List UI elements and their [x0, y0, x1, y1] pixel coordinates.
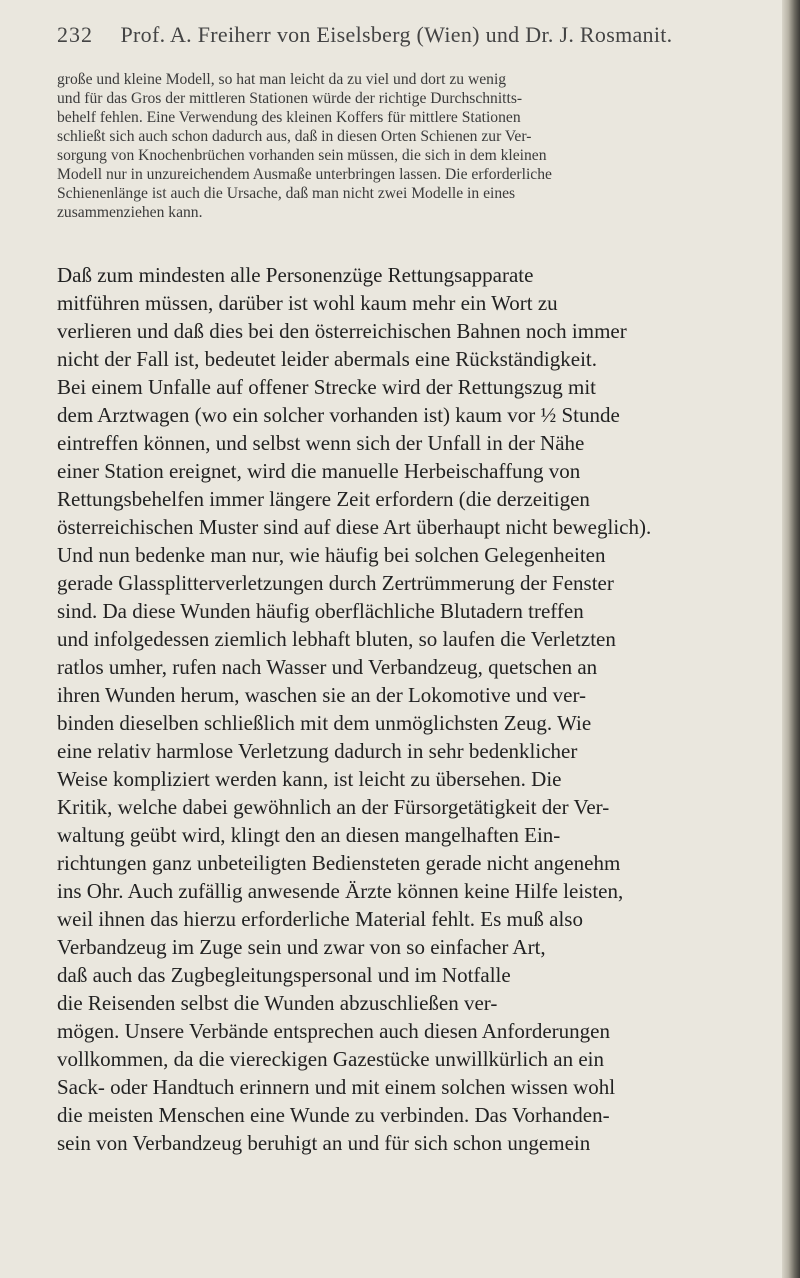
small-text-line: behelf fehlen. Eine Verwendung des kleinen Koffers für mittlere Stationen	[57, 109, 521, 126]
text-line: dem Arztwagen (wo ein solcher vorhanden ist) kaum vor ½ Stunde	[57, 403, 620, 427]
book-spine-edge	[782, 0, 800, 1278]
small-text-line: schließt sich auch schon dadurch aus, daß in diesen Orten Schienen zur Ver-	[57, 128, 532, 145]
small-text-line: sorgung von Knochenbrüchen vorhanden sein müssen, die sich in dem kleinen	[57, 147, 547, 164]
page-number: 232	[57, 22, 93, 47]
text-line: ins Ohr. Auch zufällig anwesende Ärzte können keine Hilfe leisten,	[57, 879, 624, 903]
text-line: binden dieselben schließlich mit dem unmöglichsten Zeug. Wie	[57, 711, 592, 735]
text-line: mögen. Unsere Verbände entsprechen auch diesen Anforderungen	[57, 1019, 610, 1043]
text-line: Sack- oder Handtuch erinnern und mit einem solchen wissen wohl	[57, 1075, 616, 1099]
text-line: Bei einem Unfalle auf offener Strecke wird der Rettungszug mit	[57, 375, 597, 399]
text-line: Kritik, welche dabei gewöhnlich an der Fürsorgetätigkeit der Ver-	[57, 795, 610, 819]
text-line: ihren Wunden herum, waschen sie an der Lokomotive und ver-	[57, 683, 587, 707]
text-line: sind. Da diese Wunden häufig oberflächliche Blutadern treffen	[57, 599, 584, 623]
text-line: die Reisenden selbst die Wunden abzuschließen ver-	[57, 991, 498, 1015]
text-line: ratlos umher, rufen nach Wasser und Verbandzeug, quetschen an	[57, 655, 598, 679]
text-line: weil ihnen das hierzu erforderliche Material fehlt. Es muß also	[57, 907, 583, 931]
text-line: vollkommen, da die viereckigen Gazestücke unwillkürlich an ein	[57, 1047, 604, 1071]
small-print-paragraph	[57, 70, 769, 222]
running-title: Prof. A. Freiherr von Eiselsberg (Wien) und Dr. J. Rosmanit.	[120, 22, 673, 47]
text-line: richtungen ganz unbeteiligten Bediensteten gerade nicht angenehm	[57, 851, 621, 875]
text-line: mitführen müssen, darüber ist wohl kaum mehr ein Wort zu	[57, 291, 558, 315]
small-text-line: zusammenziehen kann.	[57, 204, 203, 221]
text-line: verlieren und daß dies bei den österreichischen Bahnen noch immer	[57, 319, 627, 343]
text-line: sein von Verbandzeug beruhigt an und für sich schon ungemein	[57, 1131, 591, 1155]
text-line: einer Station ereignet, wird die manuelle Herbeischaffung von	[57, 459, 581, 483]
text-line: und infolgedessen ziemlich lebhaft bluten, so laufen die Verletzten	[57, 627, 616, 651]
small-text-line: große und kleine Modell, so hat man leicht da zu viel und dort zu wenig	[57, 71, 507, 88]
text-line: Verbandzeug im Zuge sein und zwar von so einfacher Art,	[57, 935, 546, 959]
text-line: eintreffen können, und selbst wenn sich der Unfall in der Nähe	[57, 431, 585, 455]
body-paragraph	[57, 261, 769, 1157]
text-line: Rettungsbehelfen immer längere Zeit erfordern (die derzeitigen	[57, 487, 590, 511]
small-text-line: Schienenlänge ist auch die Ursache, daß man nicht zwei Modelle in eines	[57, 185, 516, 202]
text-line: Daß zum mindesten alle Personenzüge Rettungsapparate	[57, 263, 534, 287]
text-line: die meisten Menschen eine Wunde zu verbinden. Das Vorhanden-	[57, 1103, 610, 1127]
small-text-line: Modell nur in unzureichendem Ausmaße unterbringen lassen. Die erforderliche	[57, 166, 552, 183]
text-line: gerade Glassplitterverletzungen durch Zertrümmerung der Fenster	[57, 571, 614, 595]
text-line: daß auch das Zugbegleitungspersonal und im Notfalle	[57, 963, 511, 987]
text-line: waltung geübt wird, klingt den an diesen mangelhaften Ein-	[57, 823, 561, 847]
text-line: Und nun bedenke man nur, wie häufig bei solchen Gelegenheiten	[57, 543, 606, 567]
text-line: österreichischen Muster sind auf diese Art überhaupt nicht beweglich).	[57, 515, 652, 539]
small-text-line: und für das Gros der mittleren Stationen würde der richtige Durchschnitts-	[57, 90, 523, 107]
text-line: Weise kompliziert werden kann, ist leicht zu übersehen. Die	[57, 767, 562, 791]
page-header	[57, 22, 757, 56]
text-line: eine relativ harmlose Verletzung dadurch in sehr bedenklicher	[57, 739, 578, 763]
text-line: nicht der Fall ist, bedeutet leider abermals eine Rückständigkeit.	[57, 347, 598, 371]
